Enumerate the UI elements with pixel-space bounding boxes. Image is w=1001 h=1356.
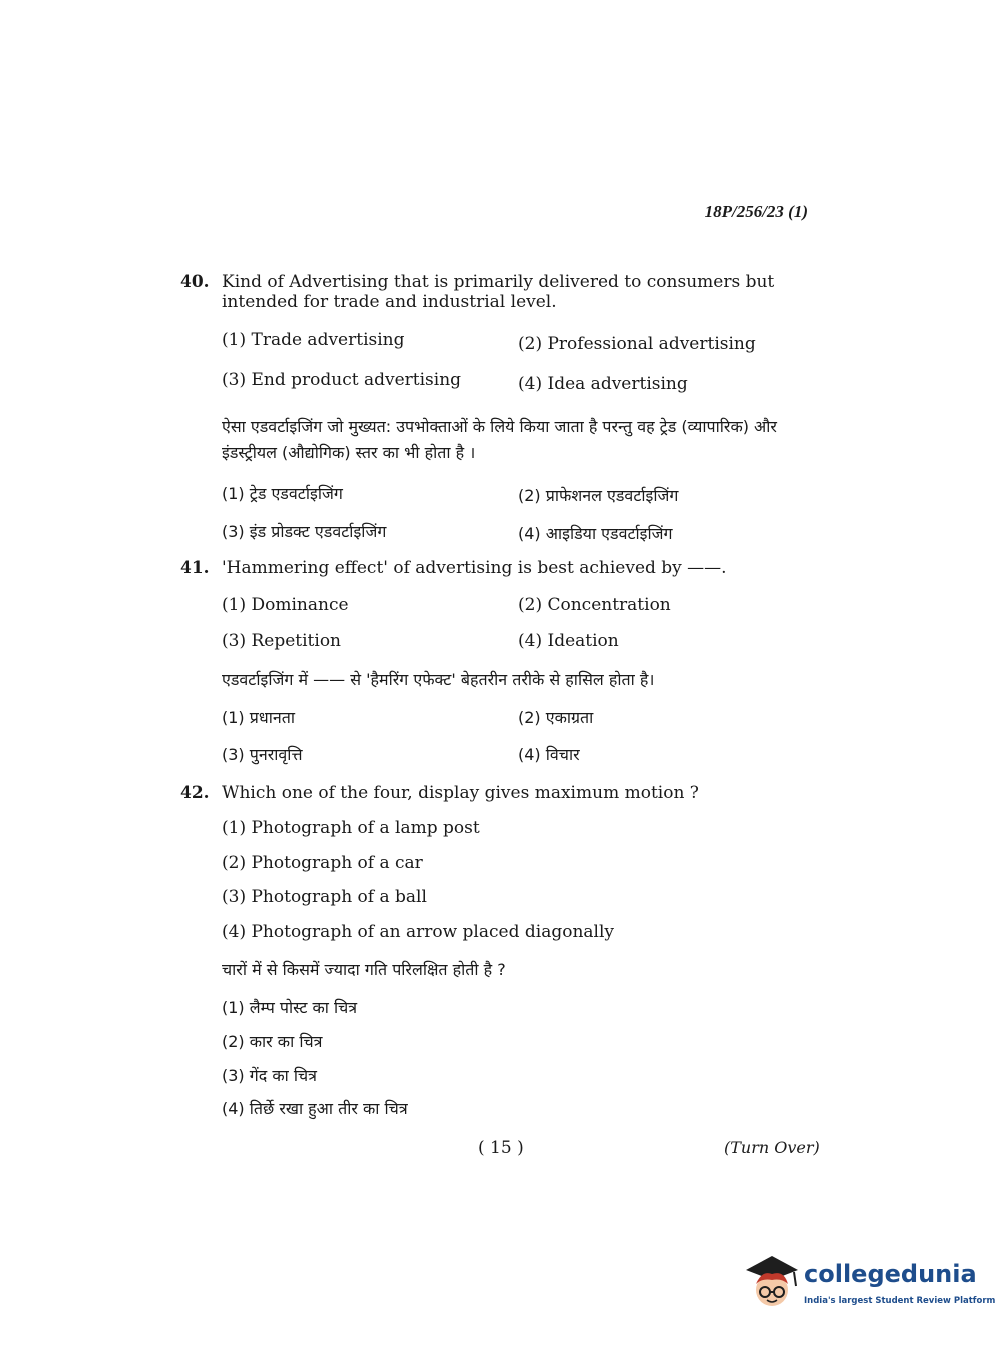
- page-number: ( 15 ): [478, 1138, 524, 1158]
- mascot-icon: [742, 1250, 802, 1316]
- option-hi: (3) गेंद का चित्र: [222, 1066, 317, 1085]
- option-hi: (3) पुनरावृत्ति: [222, 745, 303, 764]
- option-en: (3) End product advertising: [222, 370, 462, 390]
- option-en: (2) Professional advertising: [518, 334, 756, 354]
- logo-tagline: India's largest Student Review Platform: [804, 1296, 996, 1306]
- question-number: 40.: [180, 272, 210, 292]
- option-hi: (3) इंड प्रोडक्ट एडवर्टाइजिंग: [222, 522, 387, 541]
- option-en: (3) Photograph of a ball: [222, 887, 427, 907]
- question-text-hi: चारों में से किसमें ज्यादा गति परिलक्षित होती है ?: [222, 960, 506, 979]
- turn-over-note: (Turn Over): [724, 1138, 820, 1157]
- option-hi: (1) लैम्प पोस्ट का चित्र: [222, 998, 358, 1017]
- collegedunia-logo: [742, 1250, 996, 1320]
- option-en: (3) Repetition: [222, 631, 342, 651]
- option-hi: (4) आइडिया एडवर्टाइजिंग: [518, 524, 673, 543]
- question-text-hi: ऐसा एडवर्टाइजिंग जो मुख्यत: उपभोक्ताओं के लिये किया जाता है परन्तु वह ट्रेड (व्यापारिक) और इंडस्ट्रीयल (औद्योगिक) स्तर का भी होता है ।: [222, 417, 777, 462]
- option-hi: (1) प्रधानता: [222, 708, 295, 727]
- paper-code: 18P/256/23 (1): [704, 202, 808, 221]
- question-number: 42.: [180, 783, 210, 803]
- logo-wordmark: collegedunia: [804, 1260, 977, 1288]
- question-text-en: Kind of Advertising that is primarily delivered to consumers but intended for trade and industrial level.: [222, 272, 775, 312]
- option-hi: (2) प्राफेशनल एडवर्टाइजिंग: [518, 486, 679, 505]
- option-hi: (4) विचार: [518, 745, 580, 764]
- option-hi: (2) एकाग्रता: [518, 708, 594, 727]
- question-text-en: 'Hammering effect' of advertising is best achieved by ——.: [222, 558, 727, 578]
- question-number: 41.: [180, 558, 210, 578]
- option-en: (2) Photograph of a car: [222, 853, 423, 873]
- question-text-en: Which one of the four, display gives maximum motion ?: [222, 783, 699, 803]
- option-hi: (1) ट्रेड एडवर्टाइजिंग: [222, 484, 343, 503]
- option-en: (1) Dominance: [222, 595, 349, 615]
- option-hi: (4) तिर्छे रखा हुआ तीर का चित्र: [222, 1099, 408, 1118]
- option-en: (4) Idea advertising: [518, 374, 688, 394]
- option-en: (4) Photograph of an arrow placed diagonally: [222, 922, 615, 942]
- option-en: (2) Concentration: [518, 595, 671, 615]
- option-en: (4) Ideation: [518, 631, 619, 651]
- option-en: (1) Trade advertising: [222, 330, 405, 350]
- question-text-hi: एडवर्टाइजिंग में —— से 'हैमरिंग एफेक्ट' बेहतरीन तरीके से हासिल होता है।: [222, 670, 655, 689]
- option-en: (1) Photograph of a lamp post: [222, 818, 480, 838]
- option-hi: (2) कार का चित्र: [222, 1032, 323, 1051]
